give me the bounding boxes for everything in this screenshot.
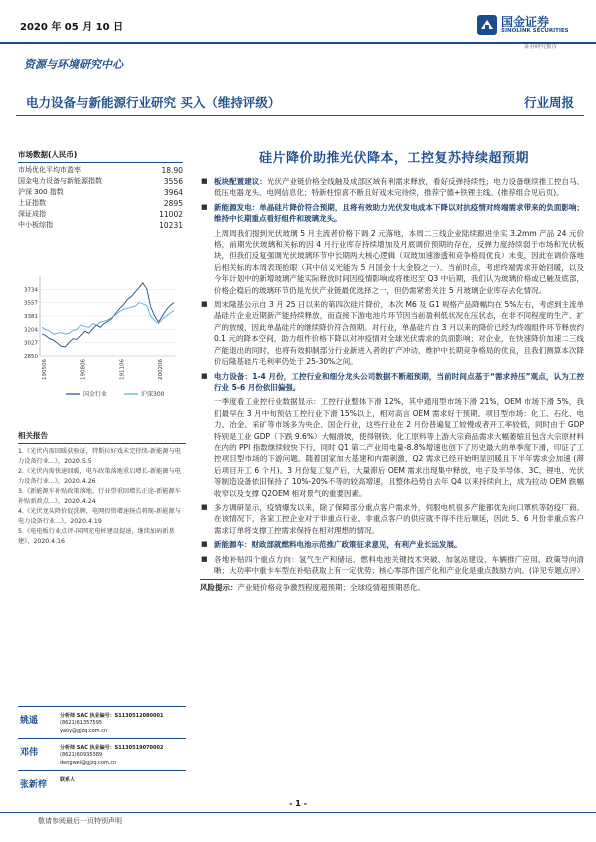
body-paragraph bbox=[200, 371, 584, 394]
bullet-icon: ■ bbox=[201, 554, 208, 563]
market-data-label: 中小板综指 bbox=[18, 221, 53, 229]
body-paragraph bbox=[200, 396, 584, 499]
analyst-phone: (8621)60935389 bbox=[60, 752, 103, 758]
market-data-value: 3556 bbox=[163, 177, 183, 186]
footer-rule bbox=[0, 812, 596, 813]
market-data-label: 市场优化平均市盈率 bbox=[18, 166, 81, 174]
paragraph-lead: 新能源发电：单晶硅片降价符合预期，且将有效助力光伏发电成本下降以对抗疫情对终端需求带来的负面影响；维持中长期重点看好组件和玻璃龙头。 bbox=[214, 202, 584, 224]
market-data-value: 18.90 bbox=[161, 166, 183, 175]
paragraph-text: 上周周我们提到光伏玻璃 5 月主流者价格下调 2 元落地，本周二三线企业陆续跟进坐实 3.2mm 产品 24 元价格，前期光伏玻璃和关标的因 4 月行业库存持续增加及月底调价预期的存在，反弹力度持续弱于市场和光伏板块，但我们反复强调光伏玻璃环节中长期两大核心逻辑（双玻加速渗透和竞争格局优良）未变，因此在调价落地后相关标的本周表现抢眼（其中信义光能为 5 月国金十大金股之一）。当前时点，考虑终端需求开始回暖，以及今年计划中的新增玻璃产能实际释放时间因疫情影响或将推迟至 Q3 中后期，我们认为玻璃价格或已触及底部，价格企稳后的玻璃环节仍是光伏产业链最优选择之一，但仍需紧密关注 5 月玻璃企业库存去化情况。 bbox=[214, 228, 584, 295]
footer-note: 敬请参阅最后一页特别声明 bbox=[38, 817, 122, 825]
market-data-row bbox=[18, 209, 183, 220]
page-number: - 1 - bbox=[289, 799, 307, 808]
x-tick-label: 191106 bbox=[119, 359, 126, 380]
related-report-item: 1.《光伏内需回暖获验证，特斯拉好戏未完待续-新能源与电力设备行业...》，2020.5.5 bbox=[18, 448, 181, 465]
body-paragraph bbox=[200, 554, 584, 577]
paragraph-lead: 新能源车：财政部就燃料电池示范推广政策征求意见，有利产业长远发展。 bbox=[214, 540, 462, 550]
logo-mark-icon bbox=[476, 14, 498, 36]
y-tick-label: 3734 bbox=[24, 287, 38, 294]
analyst-name: 姚遥 bbox=[20, 716, 39, 726]
series-line bbox=[42, 283, 174, 347]
analyst-list bbox=[18, 706, 186, 802]
market-data-panel bbox=[18, 149, 183, 231]
market-data-row bbox=[18, 220, 183, 231]
report-title: 电力设备与新能源行业研究 买入（维持评级） bbox=[26, 95, 281, 110]
analyst-role: 分析师 SAC 执业编号：S1130519070002 bbox=[60, 745, 164, 751]
paragraph-text: 光伏产业链价格全线触及成部区域有利需求释放，看好反弹持续性；电力设备继续推工控自马、低压电器龙头、电网信息化；特新柱惊喜不断且好戏未完待续，推荐宁德+铁锂主线。(推荐组合见后页)。 bbox=[214, 177, 585, 198]
report-category: 证券研究报告 bbox=[524, 44, 558, 50]
market-data-value: 11002 bbox=[159, 210, 183, 219]
logo-text-cn: 国金证券 bbox=[501, 15, 550, 29]
company-logo bbox=[476, 12, 586, 50]
body-paragraph bbox=[200, 539, 584, 550]
paragraph-lead: 板块配置建议： bbox=[214, 177, 267, 186]
legend-label: 国金行业 bbox=[83, 391, 108, 398]
bullet-icon: ■ bbox=[201, 371, 208, 380]
analyst-name: 邓伟 bbox=[20, 748, 39, 758]
legend-label: 沪深300 bbox=[141, 391, 165, 398]
x-tick-label: 200206 bbox=[158, 359, 164, 380]
market-data-label: 深证成指 bbox=[18, 210, 46, 218]
paragraph-text: 一季度看工业控行业数据显示：工控行业整体下滑 12%，其中通用型市场下滑 21%，OEM 市场下滑 5%，我们最早在 3 月中旬预估工控行业下滑 15%以上，相对高言 OEM 需求好于预期。项目型市场：化工、石化、电力、冶金、采矿等市场多为央企、国企行业，这些行业在 2 月份普遍复工较慢或者开工率较低，同时由于 GDP 特别是工业 GDP（下跌 9.6%）大幅滑坡，使得钢铁、化工原料等上游大宗商品需求大幅萎缩且包含大宗原材料在内的 PPI 指数继续较快下行，同时 Q1 第二产业用电量-8.8%增速也创下了历史最大的单季度下滑，印证了工控项目型市场的下游问题。随着国家加大基建和内需刺激，Q2 需求已经开始明显回暖且下半年需求会加速 (滞后项目开工 6 个月)。3 月份复工复产后，大量滞后 OEM 需求出现集中释放，电子及半导体、3C、锂电、光伏等制造设备依旧保持了 10%-20%不等的较高增速，且整体趋势自去年 Q4 以来持续向上，成为拉动 OEM 跌幅收窄以及支撑 Q2OEM 相对景气的重要因素。 bbox=[214, 397, 584, 498]
main-body bbox=[200, 176, 584, 593]
analyst-card bbox=[18, 738, 186, 768]
analyst-email: yaoy@gjzq.com.cn bbox=[60, 728, 108, 734]
market-data-label: 上证指数 bbox=[18, 199, 46, 207]
bullet-icon: ■ bbox=[201, 202, 208, 211]
index-line-chart bbox=[16, 270, 186, 400]
market-data-label: 沪深 300 指数 bbox=[18, 188, 64, 196]
y-tick-label: 2850 bbox=[24, 354, 38, 360]
logo-text-en: SINOLINK SECURITIES bbox=[501, 28, 569, 34]
market-data-row bbox=[18, 198, 183, 209]
header-rule bbox=[0, 42, 596, 44]
bullet-icon: ■ bbox=[201, 540, 208, 549]
report-date: 2020 年 05 月 10 日 bbox=[20, 22, 124, 33]
related-report-item: 4.《光伏龙头降价促洗牌，电网投资增速扬点将现-新能源与电力设备行业...》，2020.4.19 bbox=[18, 508, 181, 525]
paragraph-lead: 电力设备：1-4 月份，工控行业和细分龙头公司数据不断超预期，当前时间点基于“需求持压”观点，认为工控行业 5-6 月份依旧偏强。 bbox=[214, 371, 584, 392]
research-center: 资源与环境研究中心 bbox=[24, 58, 123, 71]
related-report-item: 2.《光伏内需快速回暖，电车政策落地重启增长-新能源与电力设备行业...》，2020.4.26 bbox=[18, 468, 181, 485]
paragraph-text: 周末隆基公示自 3 月 25 日以来的第四次硅片降价，本次 M6 及 G1 规格产品降幅均在 5%左右，考虑到主流单晶硅片企业近期新产能持续释放，而直接下游电池片环节因当前盈利低状况在压状态，在非不同程度的生产、扩产的放缓，因此单晶硅片的继续降价符合预期。对行业，单晶硅片自 3 月以来的降价已经为终端组件环节释放约 0.1 元的降本空间，助力组件价格下降以对冲疫情对全球光伏需求的负面影响；对企业，在快速降价加速二三线产能退出的同时，也将有效抑制部分行业新进入者的扩产冲动，维护中长期竞争格局的优良，且我们测算本次降价后隆基硅片毛利率仍处于 25-30%之间。 bbox=[214, 300, 584, 367]
report-type: 行业周报 bbox=[523, 95, 574, 110]
analyst-card bbox=[18, 770, 186, 800]
related-report-item: 3.《新能源车补贴政策落地，行业望重回增长正途-新能源车补贴新政点...》，2020.4.24 bbox=[18, 488, 181, 505]
analyst-card bbox=[18, 706, 186, 736]
related-reports-title: 相关报告 bbox=[18, 430, 186, 444]
risk-warning bbox=[200, 579, 584, 593]
related-report-item: 5.《电电板行业点评-国网充电桩建设提速，继续加码新基建》，2020.4.16 bbox=[18, 528, 175, 545]
risk-text: 产业链价格竞争激烈程度超预期；全球疫情超预期恶化。 bbox=[237, 583, 425, 593]
body-paragraph bbox=[200, 176, 584, 199]
y-tick-label: 3027 bbox=[24, 340, 38, 347]
market-data-value: 2895 bbox=[163, 199, 183, 208]
market-data-label: 国金电力设备与新能源指数 bbox=[18, 177, 102, 185]
report-headline bbox=[16, 90, 584, 116]
analyst-name: 张新梓 bbox=[20, 780, 48, 790]
market-data-row bbox=[18, 187, 183, 198]
x-tick-label: 190506 bbox=[42, 359, 48, 380]
analyst-phone: (8621)61357595 bbox=[60, 720, 103, 726]
related-reports bbox=[18, 430, 186, 547]
y-tick-label: 3204 bbox=[24, 327, 38, 334]
analyst-role: 联系人 bbox=[60, 777, 76, 783]
market-data-row bbox=[18, 176, 183, 187]
bullet-icon: ■ bbox=[201, 300, 208, 309]
market-data-value: 3964 bbox=[163, 188, 183, 197]
analyst-email: dengwei@gjzq.com.cn bbox=[60, 760, 117, 766]
body-paragraph bbox=[200, 502, 584, 536]
paragraph-text: 多方调研显示，疫情爆发以来，除了保障部分重点客户需求外，伺服电机很多产能都优先向口罩机等防疫厂商。在该情况下，各家工控企业对于非重点行业、非重点客户的供应就不得不往后顺延，因此 5、6 月份非重点客户需求订单将支撑工控需求保持在相对理想的情况。 bbox=[214, 502, 584, 535]
paragraph-text: 各地补贴四个重点方向：氢气生产和储运、燃料电池关键技术突破、加氢站建设、车辆推广应用，政策导向清晰；大功率中重卡车型在补贴获取上有一定优势；核心零部件国产化和产业化是重点鼓励方向。(详见专题点评） bbox=[214, 554, 585, 575]
y-tick-label: 3381 bbox=[24, 313, 38, 320]
y-tick-label: 3557 bbox=[24, 300, 38, 307]
analyst-role: 分析师 SAC 执业编号：S1130512080001 bbox=[60, 713, 164, 719]
body-paragraph bbox=[200, 299, 584, 367]
market-data-row bbox=[18, 165, 183, 176]
risk-label: 风险提示： bbox=[200, 583, 238, 593]
bullet-icon: ■ bbox=[201, 502, 208, 511]
market-data-title: 市场数据(人民币) bbox=[18, 149, 183, 163]
main-title: 硅片降价助推光伏降本，工控复苏持续超预期 bbox=[258, 151, 529, 166]
market-data-value: 10231 bbox=[159, 221, 183, 230]
x-tick-label: 190806 bbox=[80, 359, 87, 380]
bullet-icon: ■ bbox=[201, 177, 208, 185]
body-paragraph bbox=[200, 202, 584, 225]
body-paragraph bbox=[200, 228, 584, 296]
